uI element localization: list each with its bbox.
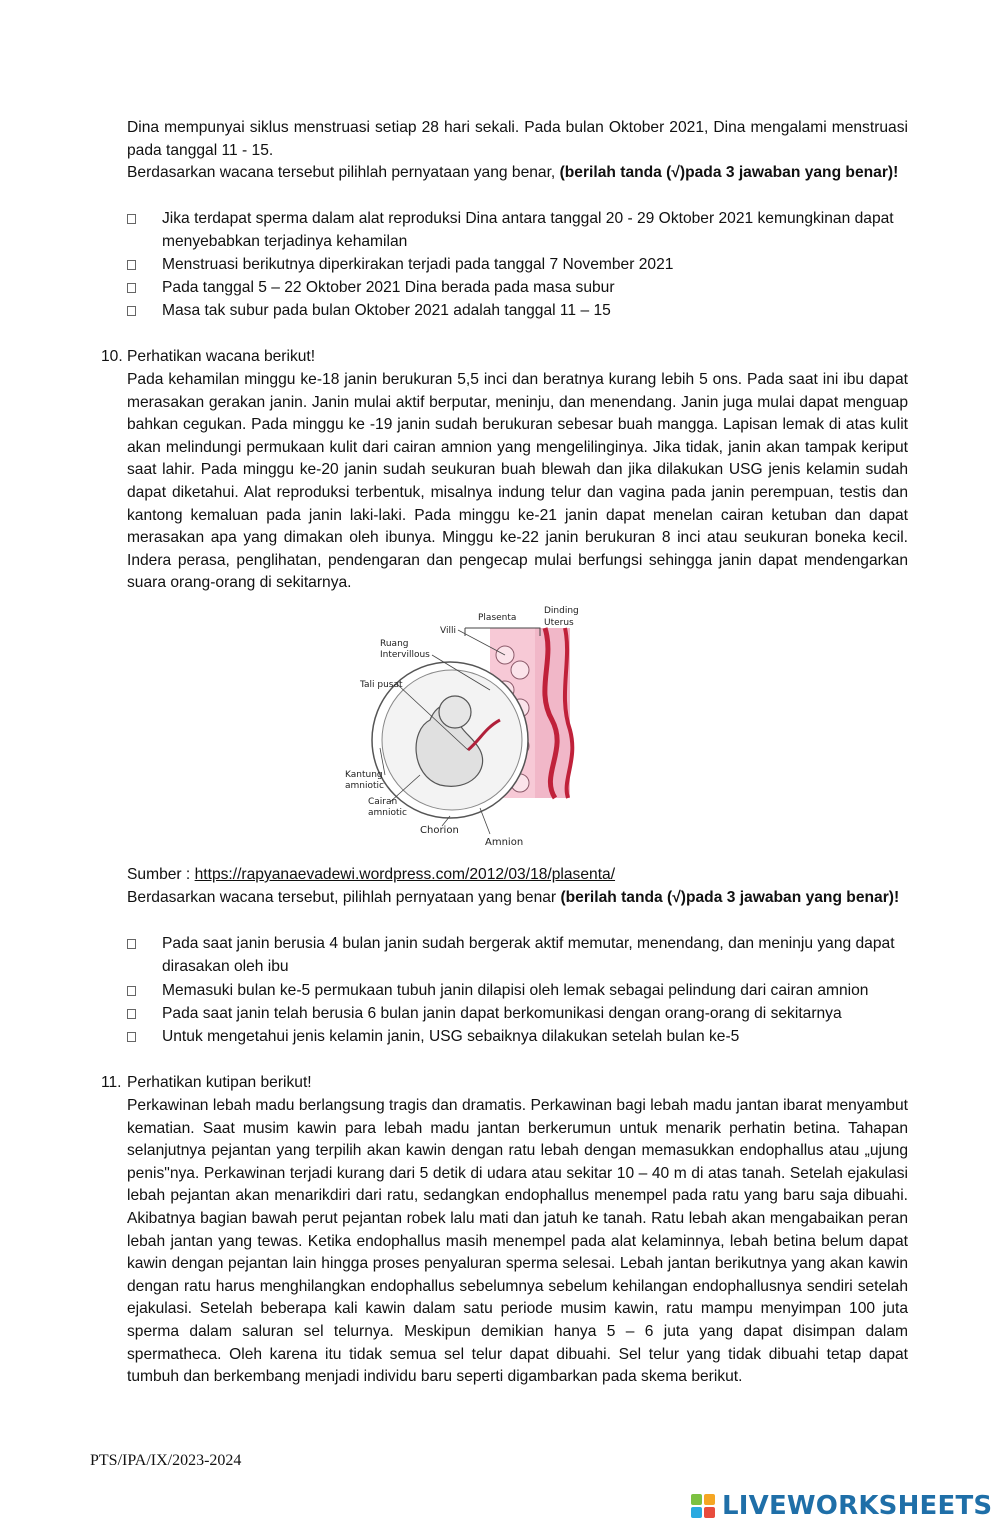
label-tali-pusat: Tali pusat (360, 680, 403, 690)
label-kantung-amniotic: amniotic (345, 781, 384, 791)
option-text: Jika terdapat sperma dalam alat reproduksi Dina antara tanggal 20 - 29 Oktober 2021 kemungkinan dapat menyebabkan terjadinya kehamilan (162, 210, 894, 250)
q10-instruction-text: Berdasarkan wacana tersebut, pilihlah pernyataan yang benar (127, 889, 561, 906)
label-intervillous: Intervillous (380, 650, 430, 660)
checkbox[interactable] (127, 939, 136, 949)
q11-passage: Perkawinan lebah madu berlangsung tragis dan dramatis. Perkawinan bagi lebah madu jantan ibarat menyambut kematian. Saat musim kawin para lebah madu jantan berkerumun untuk menarik perhatin betina. Tahapan selanjutnya pejantan yang terpilih akan kawin dengan ratu lebah dengan memasukkan endophallus atau „ujung penis"nya. Perkawinan terjadi kurang dari 5 detik di udara atau sekitar 10 – 40 m di atas tanah. Setelah ejakulasi lebah pejantan akan menarikdiri dari ratu, sedangkan endophallus menempel pada ratu yang baru saja dibuahi. Akibatnya bagian bawah perut pejantan robek lalu mati dan jatuh ke tanah. Ratu lebah akan mengabaikan peran lebah jantan yang tewas. Ketika endophallus masih menempel pada alat kelaminnya, lebah betina belum dapat kawin dengan pejantan lain hingga proses penyaluran sperma selesai. Lebah jantan berikutnya yang akan kawin dengan ratu harus menghilangkan endophallus sebelumnya sebelum kehilangan endophallusnya sendiri setelah ejakulasi. Setelah beberapa kali kawin dalam satu periode musim kawin, ratu mampu menyimpan 100 juta sperma dalam saluran sel telurnya. Meskipun demikian hanya 5 – 6 juta yang dapat disimpan dalam spermatheca. Oleh karena itu tidak semua sel telur dapat dibuahi. Sel telur yang tidak dibuahi tetap dapat tumbuh dan berkembang menjadi individu baru seperti digambarkan pada skema berikut. (127, 1097, 908, 1386)
label-kantung: Kantung (345, 770, 383, 780)
q11-number: 11. (101, 1074, 122, 1091)
brand-name: LIVEWORKSHEETS (722, 1490, 993, 1521)
source-label: Sumber : (127, 866, 195, 883)
footer-code: PTS/IPA/IX/2023-2024 (90, 1452, 242, 1469)
q10-source (127, 864, 908, 887)
label-plasenta: Plasenta (478, 613, 517, 623)
placenta-diagram (340, 600, 590, 850)
q10-number: 10. (101, 348, 123, 365)
checkbox[interactable] (127, 306, 136, 316)
label-uterus: Uterus (544, 618, 574, 628)
checkbox[interactable] (127, 1032, 136, 1042)
option-text: Menstruasi berikutnya diperkirakan terjadi pada tanggal 7 November 2021 (162, 256, 674, 273)
q10-title: Perhatikan wacana berikut! (127, 348, 316, 365)
checkbox[interactable] (127, 214, 136, 224)
q11-title: Perhatikan kutipan berikut! (127, 1074, 312, 1091)
label-dinding: Dinding (544, 606, 579, 616)
label-cairan: Cairan (368, 797, 398, 807)
option-text: Pada tanggal 5 – 22 Oktober 2021 Dina berada pada masa subur (162, 279, 615, 296)
liveworksheets-brand[interactable] (690, 1488, 992, 1524)
q10-instruction-bold: (berilah tanda (√)pada 3 jawaban yang benar)! (560, 889, 900, 906)
checkbox[interactable] (127, 283, 136, 293)
source-link[interactable]: https://rapyanaevadewi.wordpress.com/2012/03/18/plasenta/ (194, 866, 616, 883)
liveworksheets-logo-icon (690, 1493, 716, 1519)
label-villi: Villi (440, 626, 456, 636)
label-amnion: Amnion (485, 837, 524, 848)
label-chorion: Chorion (420, 825, 459, 836)
checkbox[interactable] (127, 260, 136, 270)
option-text: Untuk mengetahui jenis kelamin janin, USG sebaiknya dilakukan setelah bulan ke-5 (162, 1028, 740, 1045)
q9-instruction-text: Berdasarkan wacana tersebut pilihlah pernyataan yang benar, (127, 164, 560, 181)
option-text: Pada saat janin berusia 4 bulan janin sudah bergerak aktif memutar, menendang, dan meninju yang dapat dirasakan oleh ibu (162, 935, 895, 975)
q10-instruction (127, 887, 908, 910)
label-ruang: Ruang (380, 639, 409, 649)
q9-intro: Dina mempunyai siklus menstruasi setiap 28 hari sekali. Pada bulan Oktober 2021, Dina mengalami menstruasi pada tanggal 11 - 15. (127, 119, 908, 159)
option-text: Pada saat janin telah berusia 6 bulan janin dapat berkomunikasi dengan orang-orang di sekitarnya (162, 1005, 842, 1022)
checkbox[interactable] (127, 1009, 136, 1019)
label-cairan-amniotic: amniotic (368, 808, 407, 818)
q10-passage: Pada kehamilan minggu ke-18 janin berukuran 5,5 inci dan beratnya kurang lebih 5 ons. Pada saat ini ibu dapat merasakan gerakan janin. Janin mulai aktif berputar, meninju, dan menendang. Janin juga mulai dapat menguap bahkan cegukan. Pada minggu ke -19 janin sudah berukuran sebesar buah mangga. Lapisan lemak di atas kulit akan melindungi permukaan kulit dari cairan amnion yang mengelilinginya. Jika tidak, janin akan tampak keriput saat lahir. Pada minggu ke-20 janin sudah seukuran buah blewah dan jika dilakukan USG jenis kelamin sudah dapat diketahui. Alat reproduksi terbentuk, misalnya indung telur dan vagina pada janin perempuan, testis dan kantong kemaluan pada janin laki-laki. Pada minggu ke-21 janin dapat menelan cairan ketuban dan dapat merasakan apa yang dimakan oleh ibunya. Minggu ke-22 janin berukuran 8 inci atau seukuran boneka kecil. Indera perasa, penglihatan, pendengaran dan pengecap mulai berfungsi sehingga janin dapat mendengarkan suara orang-orang di sekitarnya. (127, 371, 908, 592)
option-text: Memasuki bulan ke-5 permukaan tubuh janin dilapisi oleh lemak sebagai pelindung dari cairan amnion (162, 982, 869, 999)
option-text: Masa tak subur pada bulan Oktober 2021 adalah tanggal 11 – 15 (162, 302, 611, 319)
q9-instruction (127, 162, 908, 185)
checkbox[interactable] (127, 986, 136, 996)
q9-instruction-bold: (berilah tanda (√)pada 3 jawaban yang benar)! (559, 164, 899, 181)
